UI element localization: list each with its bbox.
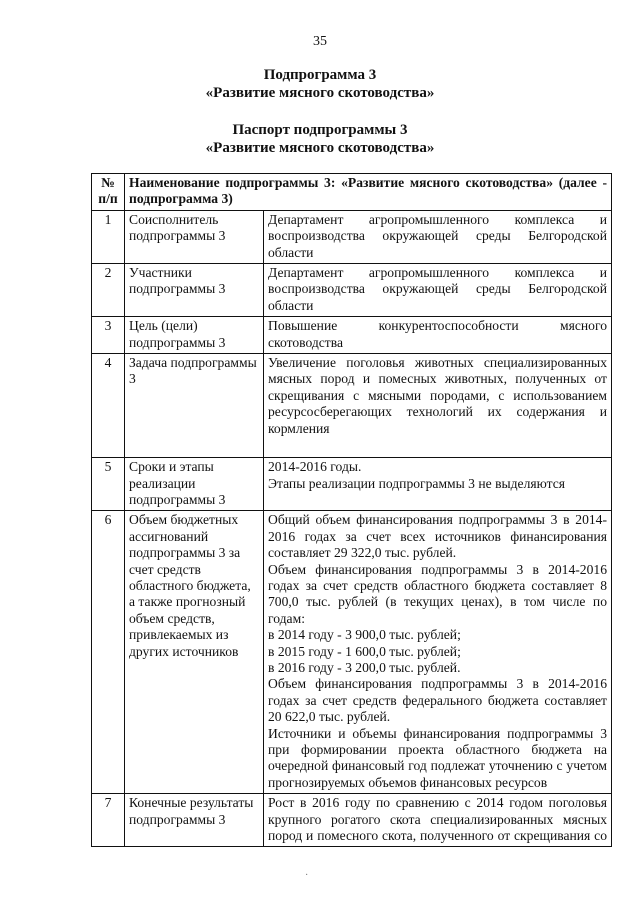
- table-row: [92, 458, 612, 511]
- row-value: [264, 458, 612, 511]
- table-row: [92, 794, 612, 847]
- row-name: Задача подпрограммы 3: [125, 354, 264, 458]
- row-value: Повышение конкурентоспособности мясного скотоводства: [264, 317, 612, 354]
- row-name: Сроки и этапы реализации подпрограммы 3: [125, 458, 264, 511]
- row-number: 6: [92, 511, 125, 794]
- table-row: [92, 264, 612, 317]
- row-value-text: Увеличение поголовья животных специализированных мясных пород и помесных животных, полученных от скрещивания с мясными породами, с использованием ресурсосберегающих технологий их содержания и кормления: [268, 355, 607, 436]
- financing-paragraph: Общий объем финансирования подпрограммы 3 в 2014-2016 годах за счет всех источников финансирования составляет 29 322,0 тыс. рублей.: [268, 512, 607, 561]
- passport-heading: [0, 121, 640, 157]
- row-value-line: 2014-2016 годы.: [268, 459, 362, 475]
- passport-name: «Развитие мясного скотоводства»: [205, 140, 435, 156]
- row-number: 2: [92, 264, 125, 317]
- financing-year-line: в 2015 году - 1 600,0 тыс. рублей;: [268, 643, 461, 659]
- row-name: Соисполнитель подпрограммы 3: [125, 210, 264, 263]
- financing-year-line: в 2014 году - 3 900,0 тыс. рублей;: [268, 627, 461, 643]
- table-row: [92, 317, 612, 354]
- row-number: 7: [92, 794, 125, 847]
- financing-paragraph: Объем финансирования подпрограммы 3 в 2014-2016 годах за счет средств областного бюджета составляет 8 700,0 тыс. рублей (в текущих ценах), в том числе по годам:: [268, 561, 607, 626]
- row-name: Конечные результаты подпрограммы 3: [125, 794, 264, 847]
- passport-table: [91, 173, 612, 847]
- row-number: 1: [92, 210, 125, 263]
- subprogram-name: «Развитие мясного скотоводства»: [205, 85, 435, 101]
- subprogram-heading: [0, 66, 640, 102]
- table-header-row: [92, 174, 612, 211]
- header-number-cell: № п/п: [92, 174, 125, 211]
- header-title-cell: Наименование подпрограммы 3: «Развитие мясного скотоводства» (далее - подпрограмма 3): [125, 174, 612, 211]
- table-row: [92, 210, 612, 263]
- row-name: Цель (цели) подпрограммы 3: [125, 317, 264, 354]
- subprogram-title: Подпрограмма 3: [263, 67, 377, 83]
- row-number: 5: [92, 458, 125, 511]
- row-number: 3: [92, 317, 125, 354]
- row-value-line: Этапы реализации подпрограммы 3 не выделяются: [268, 475, 565, 491]
- row-value: [264, 354, 612, 458]
- financing-paragraph: Объем финансирования подпрограммы 3 в 2014-2016 годах за счет средств федерального бюджета составляет 20 622,0 тыс. рублей.: [268, 676, 607, 725]
- row-name: Участники подпрограммы 3: [125, 264, 264, 317]
- financing-year-line: в 2016 году - 3 200,0 тыс. рублей.: [268, 659, 461, 675]
- row-name: Объем бюджетных ассигнований подпрограммы 3 за счет средств областного бюджета, а также прогнозный объем средств, привлекаемых из других источников: [125, 511, 264, 794]
- row-value: Рост в 2016 году по сравнению с 2014 годом поголовья крупного рогатого скота специализированных мясных пород и помесного скота, полученного от скрещивания со: [264, 794, 612, 847]
- passport-title: Паспорт подпрограммы 3: [232, 122, 408, 138]
- page-number: 35: [313, 34, 327, 49]
- row-value: Департамент агропромышленного комплекса и воспроизводства окружающей среды Белгородской области: [264, 264, 612, 317]
- row-value: [264, 511, 612, 794]
- row-value: Департамент агропромышленного комплекса и воспроизводства окружающей среды Белгородской области: [264, 210, 612, 263]
- row-number: 4: [92, 354, 125, 458]
- table-row: [92, 354, 612, 458]
- financing-paragraph: Источники и объемы финансирования подпрограммы 3 при формировании проекта областного бюджета на очередной финансовый год подлежат уточнению с учетом прогнозируемых объемов финансовых ресурсов: [268, 725, 607, 790]
- table-row: [92, 511, 612, 794]
- scan-mark: ·: [305, 870, 309, 881]
